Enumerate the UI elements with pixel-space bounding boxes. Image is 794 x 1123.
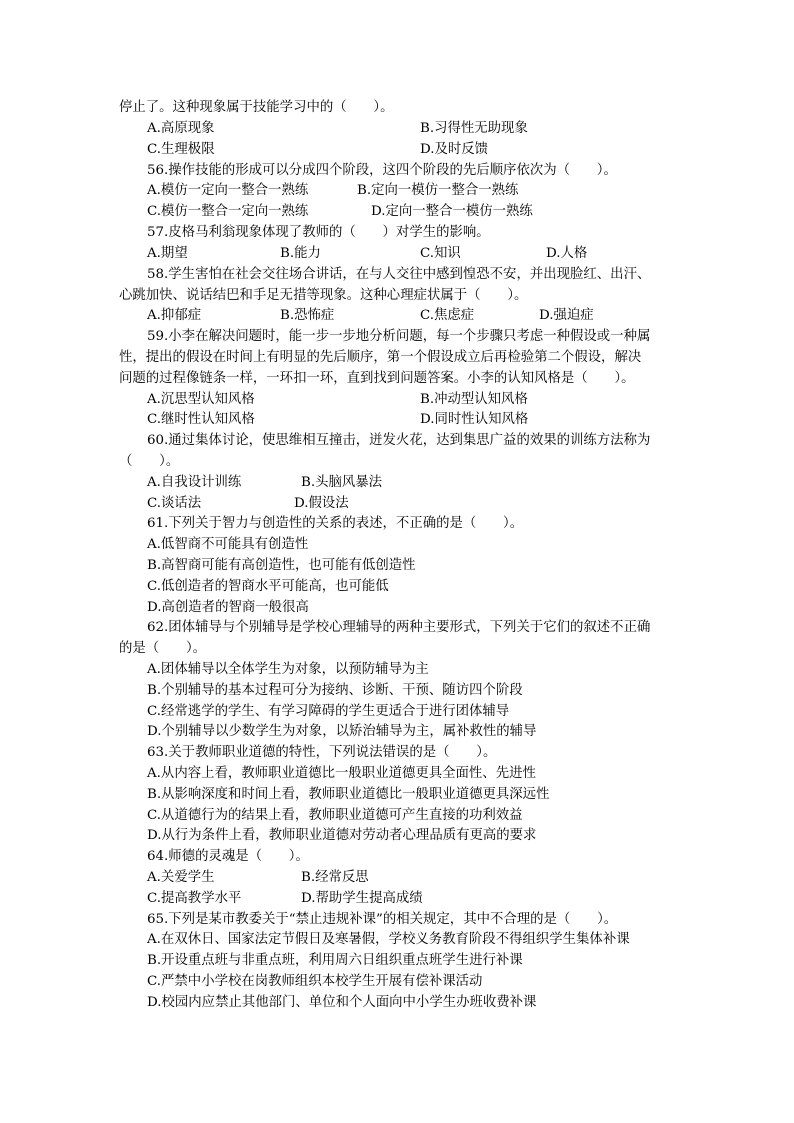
q60-option-b: B.头脑风暴法 (301, 475, 383, 490)
q58-option-c: C.焦虑症 (420, 308, 475, 323)
q63-option-a: A.从内容上看，教师职业道德比一般职业道德更具全面性、先进性 (147, 766, 536, 781)
q55-stem: 停止了。这种现象属于技能学习中的（ ）。 (119, 100, 394, 115)
q63-option-c: C.从道德行为的结果上看，教师职业道德可产生直接的功利效益 (147, 808, 523, 823)
q60-option-c: C.谈话法 (147, 496, 202, 511)
q56-option-c: C.模仿一整合一定向一熟练 (147, 204, 309, 219)
q57-option-a: A.期望 (147, 246, 188, 261)
q65-stem: 65.下列是某市教委关于“禁止违规补课”的相关规定，其中不合理的是（ ）。 (147, 912, 618, 927)
q59-stem-line1: 59.小李在解决问题时，能一步一步地分析问题，每一个步骤只考虑一种假设或一种属 (147, 329, 651, 344)
q60-stem-line2: （ ）。 (119, 454, 180, 469)
q64-option-d: D.帮助学生提高成绩 (301, 891, 423, 906)
q61-option-d: D.高创造者的智商一般很高 (147, 600, 309, 615)
q58-option-a: A.抑郁症 (147, 308, 202, 323)
q56-stem: 56.操作技能的形成可以分成四个阶段，这四个阶段的先后顺序依次为（ ）。 (147, 163, 617, 178)
q65-option-d: D.校园内应禁止其他部门、单位和个人面向中小学生办班收费补课 (147, 995, 537, 1010)
q63-option-d: D.从行为条件上看，教师职业道德对劳动者心理品质有更高的要求 (147, 828, 537, 843)
q60-option-d: D.假设法 (294, 496, 349, 511)
q55-option-d: D.及时反馈 (420, 142, 489, 157)
q62-stem-line2: 的是（ ）。 (119, 641, 207, 656)
q55-option-a: A.高原现象 (147, 121, 215, 136)
q59-option-a: A.沉思型认知风格 (147, 392, 255, 407)
q57-option-d: D.人格 (546, 246, 588, 261)
q59-stem-line2: 性，提出的假设在时间上有明显的先后顺序，第一个假设成立后再检验第二个假设，解决 (119, 350, 642, 365)
q64-stem: 64.师德的灵魂是（ ）。 (147, 849, 309, 864)
q60-option-a: A.自我设计训练 (147, 475, 242, 490)
q58-stem-line1: 58.学生害怕在社会交往场合讲话，在与人交往中感到惶恐不安，并出现脸红、出汗、 (147, 267, 651, 282)
q57-option-b: B.能力 (280, 246, 321, 261)
q58-option-d: D.强迫症 (539, 308, 594, 323)
q56-option-a: A.模仿一定向一整合一熟练 (147, 183, 309, 198)
q64-option-c: C.提高教学水平 (147, 891, 242, 906)
q59-stem-line3: 问题的过程像链条一样，一环扣一环，直到找到问题答案。小李的认知风格是（ ）。 (119, 371, 635, 386)
q61-option-b: B.高智商可能有高创造性，也可能有低创造性 (147, 558, 416, 573)
q65-option-b: B.开设重点班与非重点班，利用周六日组织重点班学生进行补课 (147, 953, 523, 968)
q65-option-a: A.在双休日、国家法定节假日及寒暑假，学校义务教育阶段不得组织学生集体补课 (147, 932, 630, 947)
q61-option-a: A.低智商不可能具有创造性 (147, 537, 309, 552)
q62-option-c: C.经常逃学的学生、有学习障碍的学生更适合于进行团体辅导 (147, 704, 510, 719)
q59-option-c: C.继时性认知风格 (147, 412, 255, 427)
q63-stem: 63.关于教师职业道德的特性，下列说法错误的是（ ）。 (147, 745, 497, 760)
q59-option-d: D.同时性认知风格 (420, 412, 529, 427)
q57-option-c: C.知识 (420, 246, 461, 261)
q62-option-a: A.团体辅导以全体学生为对象，以预防辅导为主 (147, 662, 429, 677)
q65-option-c: C.严禁中小学校在岗教师组织本校学生开展有偿补课活动 (147, 974, 483, 989)
q56-option-d: D.定向一整合一模仿一熟练 (371, 204, 533, 219)
q63-option-b: B.从影响深度和时间上看，教师职业道德比一般职业道德更具深远性 (147, 787, 550, 802)
q64-option-b: B.经常反思 (301, 870, 369, 885)
q55-option-b: B.习得性无助现象 (420, 121, 528, 136)
q59-option-b: B.冲动型认知风格 (420, 392, 528, 407)
q61-option-c: C.低创造者的智商水平可能高，也可能低 (147, 579, 389, 594)
q58-stem-line2: 心跳加快、说话结巴和手足无措等现象。这种心理症状属于（ ）。 (119, 288, 528, 303)
q62-option-d: D.个别辅导以少数学生为对象，以矫治辅导为主，属补救性的辅导 (147, 724, 537, 739)
q64-option-a: A.关爱学生 (147, 870, 215, 885)
q61-stem: 61.下列关于智力与创造性的关系的表述，不正确的是（ ）。 (147, 516, 524, 531)
q58-option-b: B.恐怖症 (280, 308, 335, 323)
q62-stem-line1: 62.团体辅导与个别辅导是学校心理辅导的两种主要形式，下列关于它们的叙述不正确 (147, 620, 651, 635)
q56-option-b: B.定向一模仿一整合一熟练 (357, 183, 519, 198)
q55-option-c: C.生理极限 (147, 142, 215, 157)
q62-option-b: B.个别辅导的基本过程可分为接纳、诊断、干预、随访四个阶段 (147, 683, 523, 698)
q57-stem: 57.皮格马利翁现象体现了教师的（ ）对学生的影响。 (147, 225, 490, 240)
q60-stem-line1: 60.通过集体讨论，使思维相互撞击，迸发火花，达到集思广益的效果的训练方法称为 (147, 433, 651, 448)
